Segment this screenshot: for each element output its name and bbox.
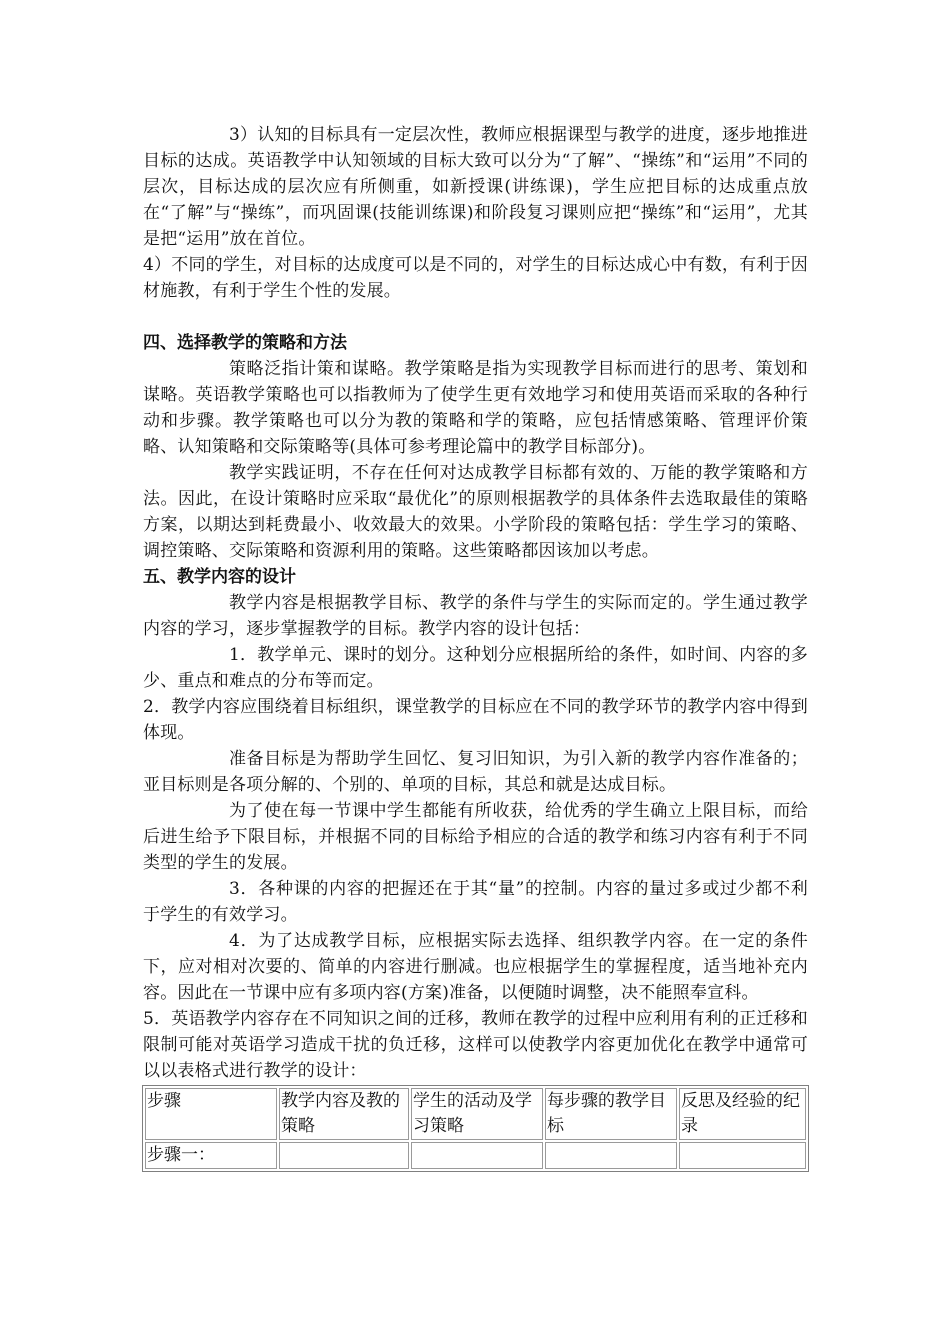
- paragraph-upper-lower-goals: 为了使在每一节课中学生都能有所收获，给优秀的学生确立上限目标，而给后进生给予下限目标，并根据不同的目标给予相应的合适的教学和练习内容有利于不同类型的学生的发展。: [143, 801, 808, 873]
- table-header-cell: 每步骤的教学目标: [545, 1088, 677, 1140]
- table-row: [145, 1142, 806, 1169]
- paragraph-item-3: 3．各种课的内容的把握还在于其“量”的控制。内容的量过多或过少都不利于学生的有效学习。: [143, 879, 808, 925]
- paragraph-preparation-goal: 准备目标是为帮助学生回忆、复习旧知识，为引入新的教学内容作准备的；亚目标则是各项分解的、个别的、单项的目标，其总和就是达成目标。: [143, 749, 808, 795]
- table-cell: [679, 1142, 806, 1169]
- section-heading-content-design: 五、教学内容的设计: [143, 567, 296, 587]
- paragraph-item-2: 2．教学内容应围绕着目标组织，课堂教学的目标应在不同的教学环节的教学内容中得到体现。: [143, 697, 808, 743]
- lesson-design-table: [142, 1085, 809, 1172]
- document-page: [143, 122, 808, 1172]
- paragraph-strategy-practice: 教学实践证明，不存在任何对达成教学目标都有效的、万能的教学策略和方法。因此，在设计策略时应采取“最优化”的原则根据教学的具体条件去选取最佳的策略方案，以期达到耗费最小、收效最大的效果。小学阶段的策略包括：学生学习的策略、调控策略、交际策略和资源利用的策略。这些策略都因该加以考虑。: [143, 463, 808, 561]
- table-cell: [545, 1142, 677, 1169]
- table-cell: [411, 1142, 543, 1169]
- paragraph-objective-levels: 3）认知的目标具有一定层次性，教师应根据课型与教学的进度，逐步地推进目标的达成。英语教学中认知领域的目标大致可以分为“了解”、“操练”和“运用”不同的层次，目标达成的层次应有所侧重，如新授课(讲练课)，学生应把目标的达成重点放在“了解”与“操练”，而巩固课(技能训练课)和阶段复习课则应把“操练”和“运用”，尤其是把“运用”放在首位。: [143, 125, 808, 249]
- table-header-cell: 学生的活动及学习策略: [411, 1088, 543, 1140]
- table-header-row: [145, 1088, 806, 1140]
- paragraph-student-differences: 4）不同的学生，对目标的达成度可以是不同的，对学生的目标达成心中有数，有利于因材施教，有利于学生个性的发展。: [143, 255, 808, 301]
- section-heading-strategies: 四、选择教学的策略和方法: [143, 333, 347, 353]
- table-header-cell: 教学内容及教的策略: [279, 1088, 409, 1140]
- table-cell: [279, 1142, 409, 1169]
- spacer: [143, 304, 808, 330]
- table-header-cell: 步骤: [145, 1088, 277, 1140]
- paragraph-content-intro: 教学内容是根据教学目标、教学的条件与学生的实际而定的。学生通过教学内容的学习，逐步掌握教学的目标。教学内容的设计包括：: [143, 593, 808, 639]
- paragraph-strategy-definition: 策略泛指计策和谋略。教学策略是指为实现教学目标而进行的思考、策划和谋略。英语教学策略也可以指教师为了使学生更有效地学习和使用英语而采取的各种行动和步骤。教学策略也可以分为教的策略和学的策略，应包括情感策略、管理评价策略、认知策略和交际策略等(具体可参考理论篇中的教学目标部分)。: [143, 359, 808, 457]
- paragraph-item-4: 4．为了达成教学目标，应根据实际去选择、组织教学内容。在一定的条件下，应对相对次要的、简单的内容进行删减。也应根据学生的掌握程度，适当地补充内容。因此在一节课中应有多项内容(方案)准备，以便随时调整，决不能照奉宣科。: [143, 931, 808, 1003]
- table-header-cell: 反思及经验的纪录: [679, 1088, 806, 1140]
- paragraph-item-1: 1．教学单元、课时的划分。这种划分应根据所给的条件，如时间、内容的多少、重点和难点的分布等而定。: [143, 645, 808, 691]
- paragraph-item-5: 5．英语教学内容存在不同知识之间的迁移，教师在教学的过程中应利用有利的正迁移和限制可能对英语学习造成干扰的负迁移，这样可以使教学内容更加优化在教学中通常可以以表格式进行教学的设计：: [143, 1009, 808, 1081]
- table-cell: 步骤一：: [145, 1142, 277, 1169]
